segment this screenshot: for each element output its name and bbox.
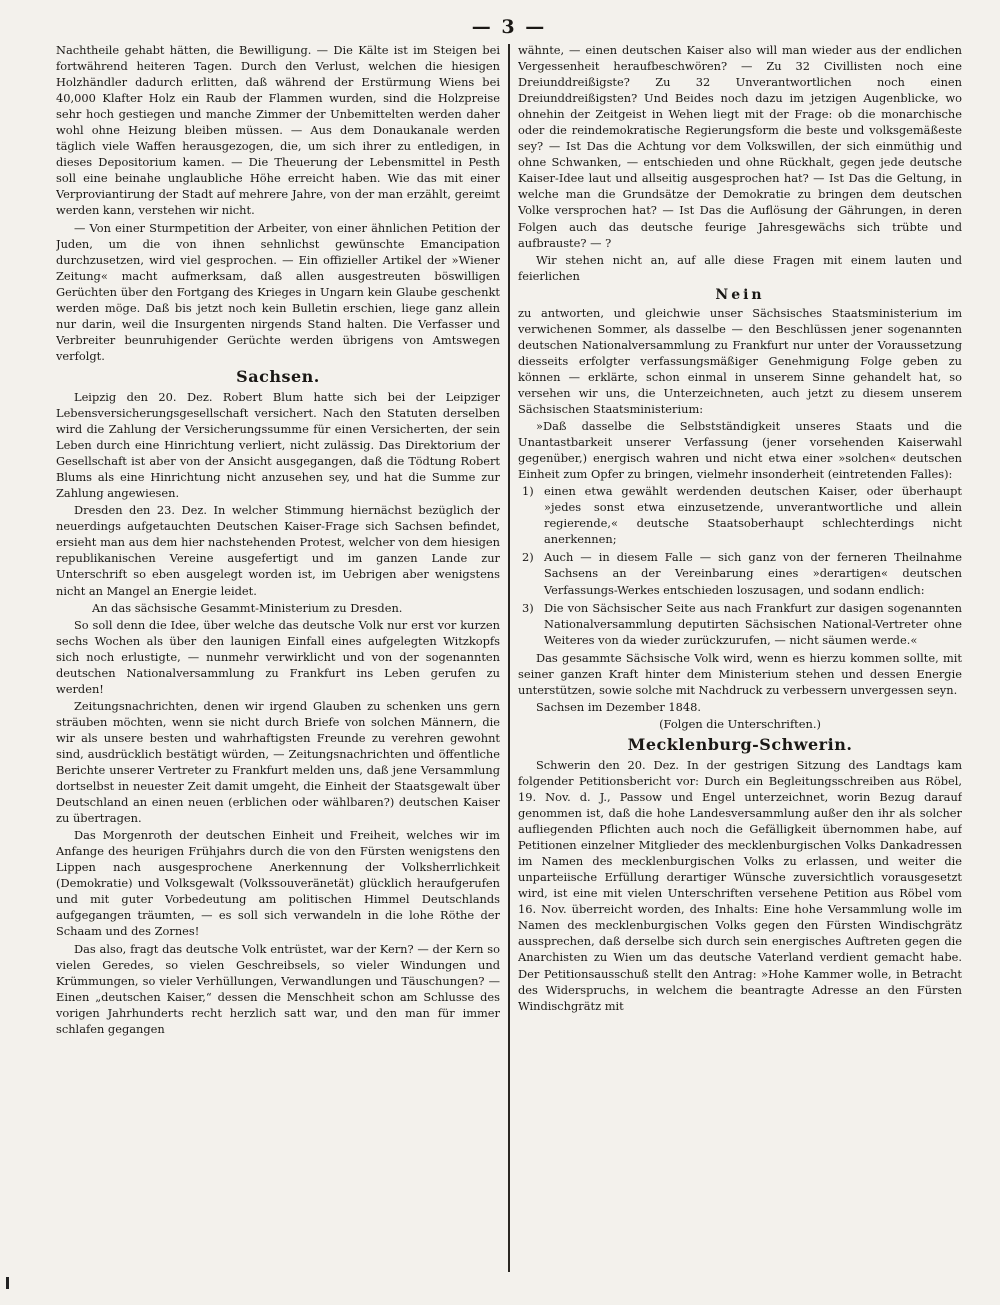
paragraph: Leipzig den 20. Dez. Robert Blum hatte sich bei der Leipziger Lebensversicherungsgesellschaft versichert. Nach den Statuten derselben wird die Zahlung der Versicherungssumme für einen Versicherten, der sein Leben durch eine Hinrichtung verliert, nicht zulässig. Das Direktorium der Gesellschaft ist aber von der Ansicht ausgegangen, daß die Tödtung Robert Blums als eine Hinrichtung nicht anzusehen sey, und hat die Summe zur Zahlung angewiesen.: [56, 389, 500, 501]
paragraph: So soll denn die Idee, über welche das deutsche Volk nur erst vor kurzen sechs Wochen als über den launigen Einfall eines aufgelegten Witzkopfs sich noch erlustigte, — nunmehr verwirklicht und von der sogenannten deutschen Nationalversammlung zu Frankfurt ins Leben gerufen zu werden!: [56, 617, 500, 696]
signature-note: (Folgen die Unterschriften.): [659, 716, 821, 731]
emphasis-nein: Nein: [715, 286, 765, 303]
paragraph: — Von einer Sturmpetition der Arbeiter, von einer ähnlichen Petition der Juden, um die von ihnen sehnlichst gewünschte Emancipation durchzusetzen, wird viel gesprochen. — Ein offizieller Artikel der »Wiener Zeitung« macht aufmerksam, daß allen ausgestreuten böswilligen Gerüchten über den Fortgang des Krieges in Ungarn kein Glaube geschenkt werden möge. Daß bis jetzt noch kein Bulletin erschien, liege ganz allein nur darin, weil die Insurgenten nirgends Stand halten. Die Verfasser und Verbreiter beunruhigender Gerüchte werden übrigens von Amtswegen verfolgt.: [56, 220, 500, 363]
paragraph: Schwerin den 20. Dez. In der gestrigen Sitzung des Landtags kam folgender Petitionsbericht vor: Durch ein Begleitungsschreiben aus Röbel, 19. Nov. d. J., Passow und Engel unterzeichnet, worin Bezug darauf genommen ist, daß die hohe Landesversammlung außer den ihr als solcher aufliegenden Pflichten auch noch die Gefälligkeit übernommen habe, auf Petitionen einzelner Mitglieder des mecklenburgischen Volks Dankadressen im Namen des mecklenburgischen Volks zu erlassen, und weiter die unparteiische Erfüllung derartiger Wünsche zuversichtlich vorausgesetzt wird, ist eine mit vielen Unterschriften versehene Petition aus Röbel vom 16. Nov. überreicht worden, des Inhalts: Eine hohe Versammlung wolle im Namen des mecklenburgischen Volks gegen den Fürsten Windischgrätz aussprechen, daß derselbe sich durch sein energisches Auftreten gegen die Anarchisten zu Wien um das deutsche Vaterland verdient gemacht habe. Der Petitionsausschuß stellt den Antrag: »Hohe Kammer wolle, in Betracht des Widerspruchs, in welchem die beantragte Adresse an den Fürsten Windischgrätz mit: [518, 757, 962, 1013]
list-item: [518, 483, 962, 547]
paragraph: Das Morgenroth der deutschen Einheit und Freiheit, welches wir im Anfange des heurigen Frühjahrs durch die von den Fürsten wenigstens den Lippen nach ausgesprochene Anerkennung der Volksherrlichkeit (Demokratie) und Volksgewalt (Volkssouveränetät) glücklich heraufgerufen und mit guter Vorbedeutung am politischen Himmel Deutschlands aufgegangen träumten, — es soll sich verwandeln in die lohe Röthe der Schaam und des Zornes!: [56, 828, 500, 939]
section-heading-mecklenburg: Mecklenburg-Schwerin.: [627, 734, 853, 754]
paragraph: zu antworten, und gleichwie unser Sächsisches Staatsministerium im verwichenen Sommer, als dasselbe — den Beschlüssen jener sogenannten deutschen Nationalversammlung zu Frankfurt nur unter der Voraussetzung diesseits erfolgter verfassungsmäßiger Genehmigung Folge geben zu können — erklärte, schon einmal in unserem Sinne gehandelt hat, so versehen wir uns, die Unterzeichneten, auch jetzt zu diesem unserem Sächsischen Staatsministerium:: [518, 305, 962, 416]
section-heading-sachsen: Sachsen.: [236, 366, 320, 386]
address-line: An das sächsische Gesammt-Ministerium zu Dresden.: [92, 600, 403, 615]
right-column: [518, 42, 962, 1300]
paragraph: Das also, fragt das deutsche Volk entrüstet, war der Kern? — der Kern so vielen Geredes, so vielen Geschreibsels, so vieler Windungen und Krümmungen, so vieler Verhüllungen, Verwandlungen und Täuschungen? — Einen „deutschen Kaiser,“ dessen die Menschheit schon am Schlusse des vorigen Jahrhunderts recht herzlich satt war, und den man für immer schlafen gegangen: [56, 941, 500, 1036]
left-column: [56, 42, 500, 1300]
page-number: — 3 —: [471, 16, 547, 38]
list-number: 3): [522, 600, 534, 615]
margin-mark: [6, 1277, 9, 1289]
list-text: Die von Sächsischer Seite aus nach Frankfurt zur dasigen sogenannten Nationalversammlung deputirten Sächsischen National-Vertreter ohne Weiteres von da wieder zurückzurufen, — nicht säumen werde.«: [544, 600, 962, 647]
list-item: [518, 600, 962, 648]
paragraph: Zeitungsnachrichten, denen wir irgend Glauben zu schenken uns gern sträuben möchten, wenn sie nicht durch Briefe von solchen Männern, die wir als unsere besten und wahrhaftigsten Freunde zu verehren gewohnt sind, ausdrücklich bestätigt würden, — Zeitungsnachrichten und öffentliche Berichte unserer Vertreter zu Frankfurt melden uns, daß jene Versammlung dortselbst in neuester Zeit damit umgeht, die Einheit der Staatsgewalt über Deutschland an einen neuen (erblichen oder wählbaren?) deutschen Kaiser zu übertragen.: [56, 698, 500, 826]
list-number: 1): [522, 484, 534, 499]
list-number: 2): [522, 550, 534, 565]
resolution-quote: [518, 418, 962, 648]
paragraph: wähnte, — einen deutschen Kaiser also will man wieder aus der endlichen Vergessenheit heraufbeschwören? — Zu 32 Civillisten noch eine Dreiunddreißigste? Zu 32 Unverantwortlichen noch einen Dreiunddreißigsten? Und Beides noch dazu im jetzigen Augenblicke, wo ohnehin der Zeitgeist in Wehen liegt mit der Frage: ob die monarchische oder die reindemokratische Regierungsform die beste und volksgemäßeste sey? — Ist Das die Achtung vor dem Volkswillen, der sich einmüthig und ohne Schwanken, — entschieden und ohne Rückhalt, gegen jede deutsche Kaiser-Idee laut und allseitig ausgesprochen hat? — Ist Das die Geltung, in welche man die Grundsätze der Demokratie zu bringen dem deutschen Volke versprochen hat? — Ist Das die Auflösung der Gährungen, in deren Folgen auch das deutsche feurige Jahresgewächs sich trübte und aufbrauste? — ?: [518, 43, 962, 250]
paragraph: Dresden den 23. Dez. In welcher Stimmung hiernächst bezüglich der neuerdings aufgetauchten Deutschen Kaiser-Frage sich Sachsen befindet, ersieht man aus dem hier nachstehenden Protest, welcher von dem hiesigen republikanischen Vereine ausgefertigt und im ganzen Lande zur Unterschrift so eben ausgelegt worden ist, im Uebrigen aber wenigstens nicht an Mangel an Energie leidet.: [56, 503, 500, 598]
paragraph: Nachtheile gehabt hätten, die Bewilligung. — Die Kälte ist im Steigen bei fortwährend heiteren Tagen. Durch den Verlust, welchen die hiesigen Holzhändler dadurch erlitten, daß während der Erstürmung Wiens bei 40,000 Klafter Holz ein Raub der Flammen wurden, sind die Holzpreise sehr hoch gestiegen und manche Zimmer der Unbemittelten werden daher wohl ohne Heizung bleiben müssen. — Aus dem Donaukanale werden täglich viele Waffen herausgezogen, die, um sich ihrer zu entledigen, in dieses Depositorium kamen. — Die Theuerung der Lebensmittel in Pesth soll eine beinahe unglaubliche Höhe erreicht haben. Wie das mit einer Verproviantirung der Stadt auf mehrere Jahre, von der man erzählt, gereimt werden kann, verstehen wir nicht.: [56, 43, 500, 218]
paragraph: »Daß dasselbe die Selbstständigkeit unseres Staats und die Unantastbarkeit unserer Verfassung (jener vorsehenden Kaiserwahl gegenüber,) energisch wahren und nicht etwa einer »solchen« deutschen Einheit zum Opfer zu bringen, vielmehr insonderheit (eintretenden Falles):: [518, 419, 962, 482]
list-text: Auch — in diesem Falle — sich ganz von der ferneren Theilnahme Sachsens an der Vereinbarung eines »derartigen« deutschen Verfassungs-Werkes entschieden loszusagen, und sodann endlich:: [544, 550, 962, 597]
column-divider: [508, 44, 510, 1272]
list-item: [518, 549, 962, 597]
list-text: einen etwa gewählt werdenden deutschen Kaiser, oder überhaupt »jedes sonst etwa einzusetzende, unverantwortliche und allein regierende,« deutsche Staatsoberhaupt schlechterdings nicht anerkennen;: [544, 484, 962, 547]
signature-line: Sachsen im Dezember 1848.: [536, 699, 702, 714]
columns: [56, 42, 962, 1300]
paragraph: Wir stehen nicht an, auf alle diese Fragen mit einem lauten und feierlichen: [518, 252, 962, 283]
paragraph: Das gesammte Sächsische Volk wird, wenn es hierzu kommen sollte, mit seiner ganzen Kraft hinter dem Ministerium stehen und dessen Energie unterstützen, sowie solche mit Nachdruck zu verbessern unvergessen seyn.: [518, 650, 962, 697]
